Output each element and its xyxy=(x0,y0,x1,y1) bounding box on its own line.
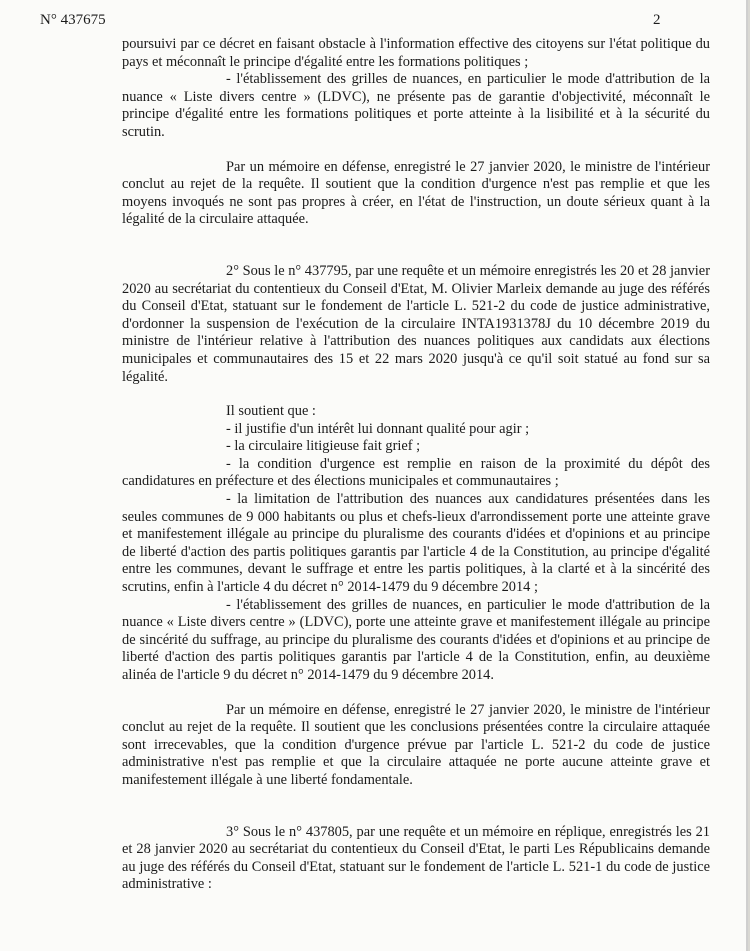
arguments-intro: Il soutient que : xyxy=(226,403,316,420)
argument-item: - la condition d'urgence est remplie en raison de la proximité du dépôt des candidatures en préfecture et des élections municipales et communautaires ; xyxy=(122,455,710,490)
document-body xyxy=(122,36,710,894)
argument-item: - l'établissement des grilles de nuances, en particulier le mode d'attribution de la nuance « Liste divers centre » (LDVC), porte une atteinte grave et manifestement illégale au principe de sincérité du suffrage, au principe du pluralisme des courants d'idées et d'opinions et au principe de liberté d'action des partis politiques garantis par l'article 4 de la Constitution, enfin, au deuxième alinéa de l'article 9 du décret n° 2014-1479 du 9 décembre 2014. xyxy=(122,596,710,683)
argument-item: - la limitation de l'attribution des nuances aux candidatures présentées dans les seules communes de 9 000 habitants ou plus et chefs-lieux d'arrondissement porte une atteinte grave et manifestement illégale au principe du pluralisme des courants d'idées et d'opinions et au principe de liberté d'action des partis politiques garantis par l'article 4 de la Constitution, au principe d'égalité entre les communes, devant le suffrage et entre les partis politiques, à la clarté et à la sincérité des scrutins, enfin à l'article 4 du décret n° 2014-1479 du 9 décembre 2014 ; xyxy=(122,491,710,596)
argument-item: - la circulaire litigieuse fait grief ; xyxy=(226,438,421,455)
paragraph-nuance-grid: - l'établissement des grilles de nuances, en particulier le mode d'attribution de la nuance « Liste divers centre » (LDVC), ne présente pas de garantie d'objectivité, méconnaît le principe d'égalité entre les formations politiques et porte atteinte à la lisibilité et à la sécurité du scrutin. xyxy=(122,71,710,140)
paragraph-defense-2: Par un mémoire en défense, enregistré le 27 janvier 2020, le ministre de l'intérieur conclut au rejet de la requête. Il soutient que les conclusions présentées contre la circulaire attaquée sont irrecevables, que la condition d'urgence prévue par l'article L. 521-2 du code de justice administrative n'est pas remplie et que la circulaire attaquée ne porte aucune atteinte grave et manifestement illégale à une liberté fondamentale. xyxy=(122,701,710,788)
paragraph-case-2: 2° Sous le n° 437795, par une requête et un mémoire enregistrés les 20 et 28 janvier 2020 au secrétariat du contentieux du Conseil d'Etat, M. Olivier Marleix demande au juge des référés du Conseil d'Etat, statuant sur le fondement de l'article L. 521-2 du code de justice administrative, d'ordonner la suspension de l'exécution de la circulaire INTA1931378J du 10 décembre 2019 du ministre de l'intérieur relative à l'attribution des nuances politiques aux candidats aux élections municipales et communautaires des 15 et 22 mars 2020 jusqu'à ce qu'il soit statué au fond sur sa légalité. xyxy=(122,262,710,385)
paragraph-case-3: 3° Sous le n° 437805, par une requête et un mémoire en réplique, enregistrés les 21 et 28 janvier 2020 au secrétariat du contentieux du Conseil d'Etat, le parti Les Républicains demande au juge des référés du Conseil d'Etat, statuant sur le fondement de l'article L. 521-1 du code de justice administrative : xyxy=(122,823,710,893)
paragraph-defense-1: Par un mémoire en défense, enregistré le 27 janvier 2020, le ministre de l'intérieur conclut au rejet de la requête. Il soutient que la condition d'urgence n'est pas remplie et que les moyens invoqués ne sont pas propres à créer, en l'état de l'instruction, un doute sérieux quant à la légalité de la circulaire attaquée. xyxy=(122,158,710,228)
paragraph-continuation: poursuivi par ce décret en faisant obstacle à l'information effective des citoyens sur l'état politique du pays et méconnaît le principe d'égalité entre les formations politiques ; xyxy=(122,36,710,70)
argument-item: - il justifie d'un intérêt lui donnant qualité pour agir ; xyxy=(226,420,530,437)
case-number: N° 437675 xyxy=(40,12,106,28)
page-number: 2 xyxy=(653,12,661,28)
arguments-list xyxy=(122,403,710,685)
